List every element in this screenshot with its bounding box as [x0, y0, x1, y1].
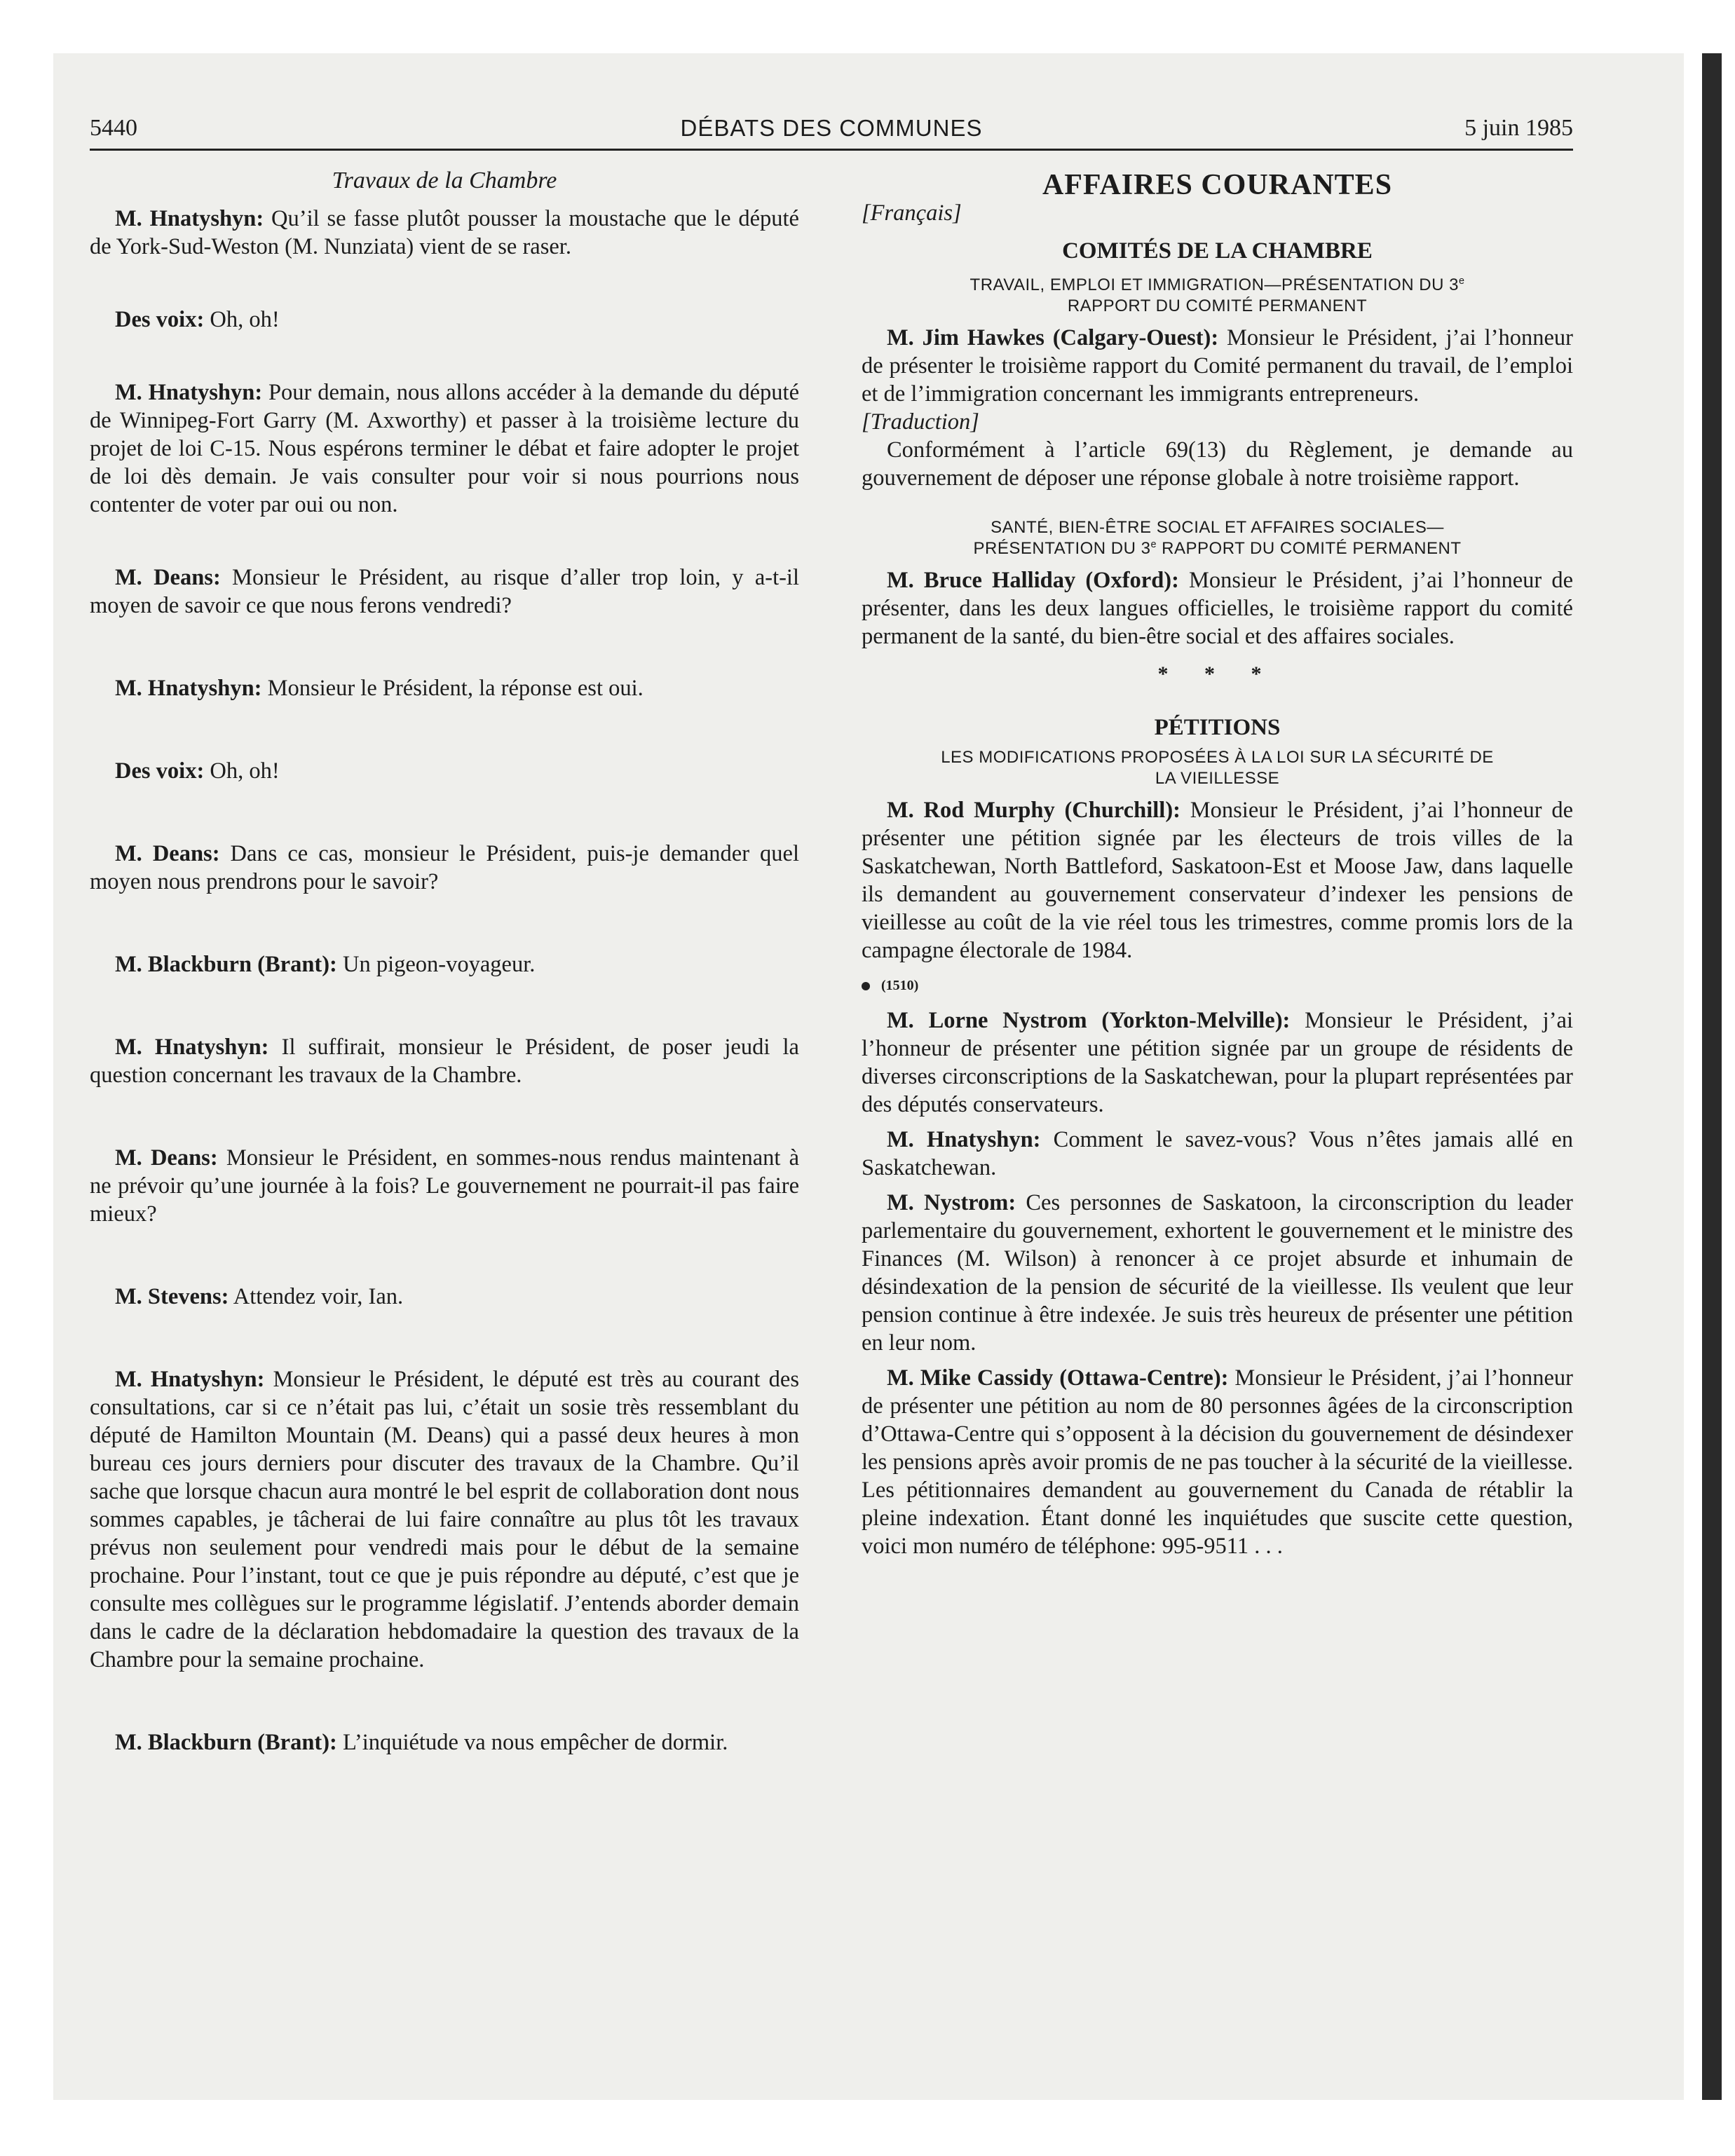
speaker-name: M. Hnatyshyn:: [115, 1367, 265, 1392]
speech-paragraph: [862, 1126, 1573, 1182]
section-title: AFFAIRES COURANTES: [1042, 169, 1393, 201]
page-number: 5440: [90, 115, 137, 141]
speaker-name: M. Deans:: [115, 841, 220, 866]
speech-text: Monsieur le Président, j’ai l’honneur de présenter une pétition signée par un groupe de résidents de diverses circonscriptions de la Saskatchewan, pour la plupart représentées par des députés conservateurs.: [862, 1008, 1573, 1117]
rubric-travaux: Travaux de la Chambre: [332, 168, 557, 193]
left-column: [90, 167, 799, 1756]
bullet-icon: [862, 982, 870, 990]
speech-text: L’inquiétude va nous empêcher de dormir.: [336, 1730, 728, 1755]
speaker-name: M. Hnatyshyn:: [887, 1127, 1041, 1152]
subheading: TRAVAIL, EMPLOI ET IMMIGRATION—PRÉSENTATION DU 3e RAPPORT DU COMITÉ PERMANENT: [969, 275, 1465, 315]
speech-text: Oh, oh!: [204, 758, 280, 784]
page-header: [90, 112, 1573, 151]
language-marker: [Français]: [862, 200, 962, 226]
speech-paragraph: [862, 566, 1573, 650]
speech-text: Comment le savez-vous? Vous n’êtes jamais allé en Saskatchewan.: [862, 1127, 1573, 1180]
speaker-name: M. Bruce Halliday (Oxford):: [887, 568, 1179, 593]
speech-text: Il suffirait, monsieur le Président, de poser jeudi la question concernant les travaux de la Chambre.: [90, 1035, 799, 1088]
speech-text: Monsieur le Président, au risque d’aller trop loin, y a-t-il moyen de savoir ce que nous ferons vendredi?: [90, 565, 799, 618]
speech-text: Monsieur le Président, j’ai l’honneur de présenter le troisième rapport du Comité permanent du travail, de l’emploi et de l’immigration concernant les immigrants entrepreneurs.: [862, 325, 1573, 407]
speech-paragraph: [90, 378, 799, 519]
speech-paragraph: [862, 796, 1573, 964]
speech-paragraph: [90, 950, 799, 978]
time-marker: (1510): [862, 971, 1573, 999]
speaker-name: M. Deans:: [115, 1145, 218, 1171]
speech-paragraph: [90, 306, 799, 334]
subheading: LES MODIFICATIONS PROPOSÉES À LA LOI SUR LA SÉCURITÉ DE LA VIEILLESSE: [941, 748, 1494, 788]
speech-paragraph: [90, 1365, 799, 1674]
speaker-name: M. Hnatyshyn:: [115, 676, 262, 701]
speech-text: Ces personnes de Saskatoon, la circonscription du leader parlementaire du gouvernement, exhortent le gouvernement et le ministre des Finances (M. Wilson) à renoncer à ce projet absurde et inhumain de désindexation de la pension de sécurité de la vieillesse. Ils veulent que leur pension continue à être indexée. Je suis très heureux de présenter une pétition en leur nom.: [862, 1190, 1573, 1356]
speech-text: Monsieur le Président, la réponse est oui.: [261, 676, 644, 701]
speaker-name: M. Stevens:: [115, 1284, 229, 1309]
speaker-name: M. Lorne Nystrom (Yorkton-Melville):: [887, 1008, 1291, 1033]
speaker-name: M. Nystrom:: [887, 1190, 1016, 1215]
speech-text: Monsieur le Président, j’ai l’honneur de présenter une pétition au nom de 80 personnes âgées de la circonscription d’Ottawa-Centre qui s’opposent à la décision du gouvernement de désindexer les pensions après avoir promis de ne pas toucher à la sécurité de la vieillesse. Les pétitionnaires demandent au gouvernement du Canada de rétablir la pleine indexation. Étant donné les inquiétudes que suscite cette question, voici mon numéro de téléphone: 995-9511 . . .: [862, 1365, 1574, 1559]
speech-paragraph: [862, 1007, 1573, 1119]
speech-text: Oh, oh!: [204, 307, 280, 332]
speech-text: Monsieur le Président, j’ai l’honneur de présenter une pétition signée par les électeurs de trois villes de la Saskatchewan, North Battleford, Saskatoon-Est et Moose Jaw, dans laquelle ils demandent au gouvernement conservateur d’indexer les pensions de vieillesse au coût de la vie réel tous les trimestres, comme promis lors de la campagne électorale de 1984.: [862, 798, 1573, 963]
petitions-heading: PÉTITIONS: [1154, 715, 1281, 740]
speech-paragraph: [90, 1728, 799, 1756]
speaker-name: M. Blackburn (Brant):: [115, 952, 337, 977]
scan-edge-bar: [1702, 53, 1722, 2100]
speech-text: Monsieur le Président, j’ai l’honneur de présenter, dans les deux langues officielles, le troisième rapport du comité permanent de la santé, du bien-être social et des affaires sociales.: [862, 568, 1573, 649]
speech-paragraph: Conformément à l’article 69(13) du Règlement, je demande au gouvernement de déposer une réponse globale à notre troisième rapport.: [862, 437, 1573, 491]
speaker-name: M. Rod Murphy (Churchill):: [887, 798, 1181, 823]
speech-paragraph: [862, 324, 1573, 408]
speech-text: Dans ce cas, monsieur le Président, puis-je demander quel moyen nous prendrons pour le savoir?: [90, 841, 799, 894]
speech-text: Qu’il se fasse plutôt pousser la moustache que le député de York-Sud-Weston (M. Nunziata) vient de se raser.: [90, 206, 799, 259]
speech-paragraph: [90, 1283, 799, 1311]
speaker-name: M. Mike Cassidy (Ottawa-Centre):: [887, 1365, 1229, 1391]
speech-text: Un pigeon-voyageur.: [336, 952, 536, 977]
committees-heading: COMITÉS DE LA CHAMBRE: [1062, 238, 1373, 264]
subheading: SANTÉ, BIEN-ÊTRE SOCIAL ET AFFAIRES SOCIALES— PRÉSENTATION DU 3e RAPPORT DU COMITÉ PERMANENT: [973, 518, 1462, 558]
speech-paragraph: [90, 757, 799, 785]
speech-paragraph: [862, 1364, 1573, 1560]
speaker-name: M. Hnatyshyn:: [115, 1035, 269, 1060]
speech-text: Monsieur le Président, en sommes-nous rendus maintenant à ne prévoir qu’une journée à la fois? Le gouvernement ne pourrait-il pas faire mieux?: [90, 1145, 800, 1227]
speaker-name: M. Blackburn (Brant):: [115, 1730, 337, 1755]
speaker-name: M. Deans:: [115, 565, 221, 590]
speech-paragraph: [90, 840, 799, 896]
speech-paragraph: [90, 1033, 799, 1089]
speech-text: Monsieur le Président, le député est très au courant des consultations, car si ce n’était pas lui, c’était un sosie très ressemblant du député de Hamilton Mountain (M. Deans) qui a passé deux heures à mon bureau ces jours derniers pour discuter des travaux de la Chambre. Qu’il sache que lorsque chacun aura montré le bel esprit de collaboration dont nous sommes capables, je tâcherai de lui faire connaître au plus tôt les travaux prévus non seulement pour vendredi mais pour le début de la semaine prochaine. Pour l’instant, tout ce que je puis répondre au député, c’est que je consulte mes collègues sur le programme législatif. J’entends aborder demain dans le cadre de la déclaration hebdomadaire la question des travaux de la Chambre pour la semaine prochaine.: [90, 1367, 799, 1672]
speech-text: Pour demain, nous allons accéder à la demande du député de Winnipeg-Fort Garry (M. Axworthy) et passer à la troisième lecture du projet de loi C-15. Nous espérons terminer le débat et faire adopter le projet de loi dès demain. Je vais consulter pour voir si nous pourrions nous contenter de voter par oui ou non.: [90, 380, 799, 517]
speech-paragraph: [862, 1189, 1573, 1357]
speech-paragraph: [90, 564, 799, 620]
page-date: 5 juin 1985: [1464, 115, 1573, 141]
page-title: DÉBATS DES COMMUNES: [680, 115, 983, 141]
speech-text: Attendez voir, Ian.: [229, 1284, 404, 1309]
speech-paragraph: [90, 674, 799, 702]
speaker-name: M. Jim Hawkes (Calgary-Ouest):: [887, 325, 1219, 350]
speaker-name: Des voix:: [115, 307, 205, 332]
speaker-name: M. Hnatyshyn:: [115, 380, 263, 405]
section-separator: * * *: [1157, 662, 1277, 685]
speech-paragraph: [90, 205, 799, 261]
language-marker: [Traduction]: [862, 409, 979, 435]
speaker-name: Des voix:: [115, 758, 205, 784]
speech-paragraph: [90, 1144, 799, 1228]
speaker-name: M. Hnatyshyn:: [115, 206, 264, 231]
right-column: [862, 167, 1573, 1560]
